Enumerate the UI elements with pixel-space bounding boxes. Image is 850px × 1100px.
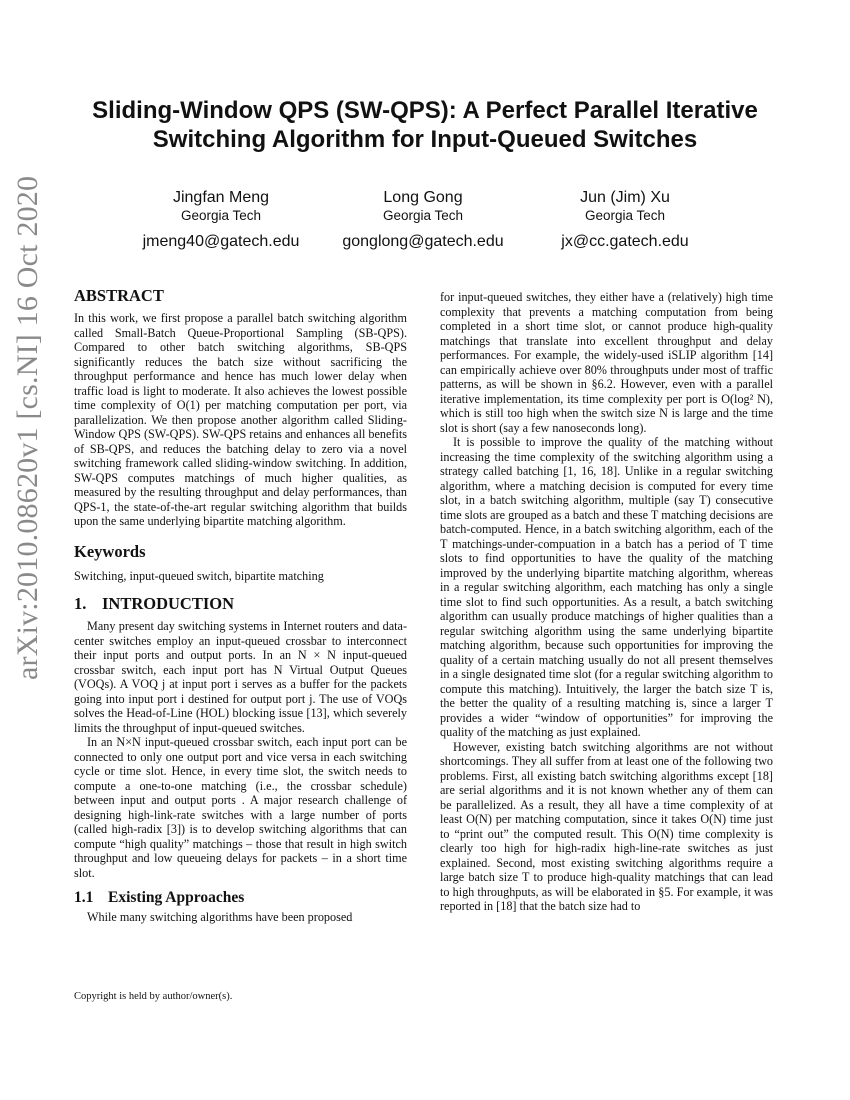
subsection-title: Existing Approaches	[108, 889, 245, 906]
subsection-text: While many switching algorithms have been proposed	[87, 910, 353, 924]
right-paragraph-1: for input-queued switches, they either have a (relatively) high time complexity that prevents a matching computation from being completed in a short time slot, or cannot produce high-quality matchings that translate into excellent throughput and delay performances. For example, the widely-used iSLIP algorithm [14] can empirically achieve over 80% throughputs under most of traffic patterns, as will be shown in §6.2. However, even with a parallel iterative implementation, its time complexity per port is O(log² N), which is still too high when the switch size N is large and the time slot is short (say a few nanoseconds long).	[440, 290, 773, 435]
left-column	[74, 286, 407, 925]
author-name: Jingfan Meng	[172, 189, 270, 206]
author-affiliation: Georgia Tech	[180, 208, 262, 223]
author-affiliation: Georgia Tech	[382, 208, 464, 223]
right-column	[440, 290, 773, 914]
intro-paragraph-1: Many present day switching systems in Internet routers and data-center switches employ an input-queued crossbar to interconnect their input ports and output ports. In an N × N input-queued crossbar switch, each input port has N Virtual Output Queues (VOQs). A VOQ j at input port i serves as a buffer for the packets going into input port i destined for output port j. The use of VOQs solves the Head-of-Line (HOL) blocking issue [13], which severely limits the throughput of input-queued switches.	[74, 619, 407, 735]
introduction-heading	[74, 594, 407, 614]
author-name: Long Gong	[383, 189, 463, 206]
copyright-notice: Copyright is held by author/owner(s).	[74, 991, 233, 1002]
abstract-text: In this work, we first propose a parallel batch switching algorithm called Small-Batch Queue-Proportional Sampling (SB-QPS). Compared to other batch switching algorithms, SB-QPS significantly reduces the batch size without sacrificing the throughput performance and hence has much lower delay when traffic load is light to moderate. It also achieves the lowest possible time complexity of O(1) per matching computation per port, via parallelization. We then propose another algorithm called Sliding-Window QPS (SW-QPS). SW-QPS retains and enhances all benefits of SB-QPS, and reduces the batching delay to zero via a novel switching framework called sliding-window switching. In addition, SW-QPS computes matchings of much higher qualities, as measured by the resulting throughput and delay performances, than QPS-1, the state-of-the-art regular switching algorithm that builds upon the same underlying bipartite matching algorithm.	[74, 311, 407, 528]
arxiv-stamp: arXiv:2010.08620v1 [cs.NI] 16 Oct 2020	[11, 175, 44, 680]
paper-title: Sliding-Window QPS (SW-QPS): A Perfect Parallel Iterative Switching Algorithm for Input-Queued Switches	[92, 97, 758, 153]
subsection-number: 1.1	[74, 889, 94, 906]
section-title: INTRODUCTION	[102, 594, 235, 613]
intro-paragraph-2: In an N×N input-queued crossbar switch, each input port can be connected to only one output port and vice versa in each switching cycle or time slot. Hence, in every time slot, the switch needs to compute a one-to-one matching (i.e., the crossbar schedule) between input and output ports . A major research challenge of designing high-link-rate switches with a large number of ports (called high-radix [3]) is to develop switching algorithms that can compute “high quality” matchings – those that result in high switch throughput and low queueing delays for packets – in a short time slot.	[74, 735, 407, 880]
right-paragraph-3: However, existing batch switching algorithms are not without shortcomings. They all suffer from at least one of the following two problems. First, all existing batch switching algorithms except [18] are serial algorithms and it is not known whether any of them can be parallelized. As a result, they all have a time complexity of at least O(N) per matching computation, since it takes O(N) time just to “print out” the computed result. This O(N) time complexity is clearly too high for high-radix high-line-rate switches as just explained. Second, most existing switching algorithms require a large batch size T to produce high-quality matchings that can lead to high throughputs, as will be elaborated in §5. For example, it was reported in [18] that the batch size had to	[440, 739, 773, 913]
author-block-3	[500, 188, 750, 252]
keywords-text: Switching, input-queued switch, bipartite matching	[74, 568, 324, 583]
section-number: 1.	[74, 594, 87, 613]
author-email: jmeng40@gatech.edu	[142, 233, 300, 250]
subsection-heading	[74, 888, 407, 907]
abstract-heading: ABSTRACT	[74, 286, 164, 305]
right-paragraph-2: It is possible to improve the quality of the matching without increasing the time complexity of the switching algorithm using a strategy called batching [1, 16, 18]. Unlike in a regular switching algorithm, where a matching decision is computed for every time slot, in a batch switching algorithm, multiple (say T) consecutive time slots are grouped as a batch and these T matching decisions are batch-computed. Hence, in a batch switching algorithm, each of the T matchings-under-compuation in a batch has a period of T time slots to find opportunities to have the quality of the matching improved by the underlying bipartite matching algorithm, whereas in a regular switching algorithm, each matching has only a single time slot to find such opportunities. As a result, a batch switching algorithm can usually produce matchings of higher qualities than a regular switching algorithm using the same underlying bipartite matching algorithm, because such opportunities for improving the quality of a certain matching usually do not all present themselves in a single designated time slot (for a regular switching algorithm to compute this matching). Intuitively, the larger the batch size T is, the better the quality of a resulting matching is, since a larger T provides a wider “window of opportunities” for improving the quality of the matching as just explained.	[440, 435, 773, 739]
author-affiliation: Georgia Tech	[584, 208, 666, 223]
author-email: gonglong@gatech.edu	[342, 233, 504, 250]
keywords-heading: Keywords	[74, 541, 146, 561]
author-email: jx@cc.gatech.edu	[561, 233, 689, 250]
author-name: Jun (Jim) Xu	[580, 189, 670, 206]
